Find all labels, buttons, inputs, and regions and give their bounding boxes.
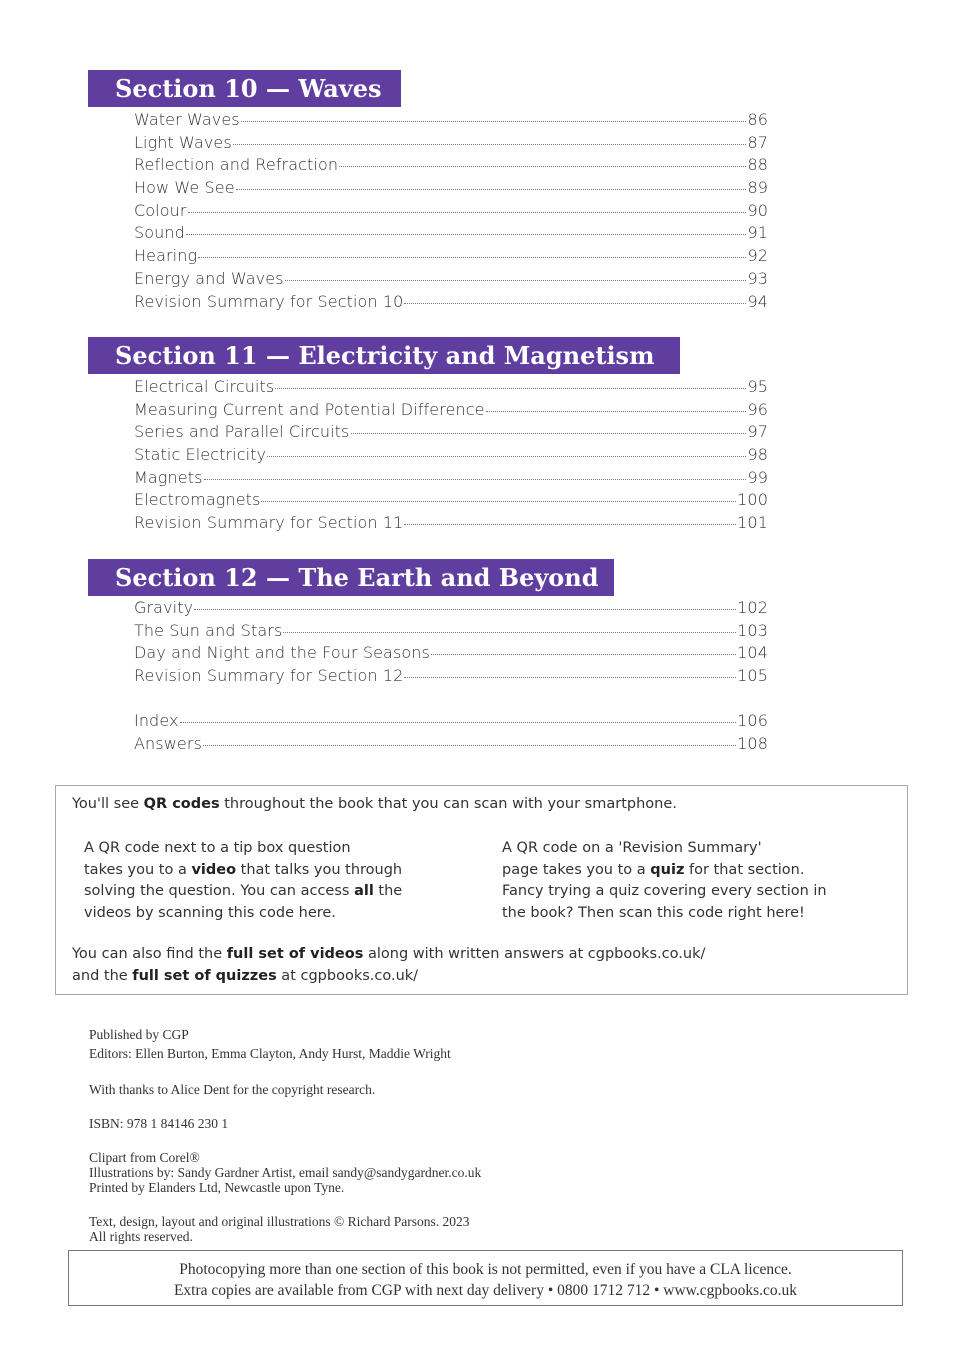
notice-line-1: Photocopying more than one section of this book is not permitted, even if you have a CLA licence.	[179, 1261, 792, 1278]
dot-leader	[194, 609, 736, 610]
rights-line: All rights reserved.	[89, 1229, 193, 1244]
dot-leader	[486, 411, 747, 412]
text-run: along with written answers at cgpbooks.co.uk/	[363, 946, 706, 962]
dot-leader	[188, 212, 747, 213]
section-title: Section 12 — The Earth and Beyond	[115, 563, 599, 592]
text-run: the	[373, 883, 403, 899]
toc-entry-title: Hearing	[134, 246, 198, 266]
dot-leader	[236, 189, 747, 190]
emphasis: all	[354, 883, 374, 899]
dot-leader	[339, 166, 746, 167]
emphasis: full set of videos	[226, 946, 364, 962]
text-line	[72, 966, 705, 988]
toc-entry-title: Day and Night and the Four Seasons	[134, 643, 430, 663]
section-header-11	[88, 337, 680, 374]
printer-line: Printed by Elanders Ltd, Newcastle upon Tyne.	[89, 1180, 345, 1195]
photocopy-notice-box	[68, 1250, 903, 1306]
text-line: A QR code on a 'Revision Summary'	[502, 840, 762, 856]
toc-entry[interactable]	[134, 155, 768, 178]
section-title: Section 11 — Electricity and Magnetism	[115, 341, 655, 370]
toc-entry-page: 100	[737, 490, 768, 510]
toc-entry-answers[interactable]	[134, 734, 768, 757]
section-header-10	[88, 70, 401, 107]
toc-entry[interactable]	[134, 400, 768, 423]
toc-entry[interactable]	[134, 643, 768, 666]
section-header-12	[88, 559, 614, 596]
toc-entry-page: 87	[747, 132, 768, 152]
toc-entry-title: The Sun and Stars	[134, 620, 283, 640]
toc-list-section-11	[134, 377, 768, 536]
text-run: at cgpbooks.co.uk/	[276, 967, 419, 984]
text-run: and the	[72, 967, 133, 984]
toc-entry-page: 96	[747, 399, 768, 419]
dot-leader	[241, 121, 747, 122]
emphasis: video	[191, 861, 237, 878]
text-run: You can also find the	[72, 946, 227, 962]
text-line	[502, 860, 832, 882]
toc-entry-index[interactable]	[134, 711, 768, 734]
dot-leader	[404, 524, 736, 525]
thanks-line: With thanks to Alice Dent for the copyright research.	[89, 1082, 376, 1097]
toc-entry-title: Static Electricity	[134, 445, 267, 465]
toc-entry-page: 108	[737, 733, 768, 753]
isbn-line: ISBN: 978 1 84146 230 1	[89, 1116, 229, 1131]
text-run: for that section.	[684, 861, 805, 878]
toc-entry-title: Water Waves	[134, 110, 240, 129]
toc-entry-page: 91	[747, 223, 768, 243]
toc-entry-page: 94	[747, 291, 768, 311]
toc-entry[interactable]	[134, 269, 768, 292]
toc-entry-title: Energy and Waves	[134, 268, 284, 288]
toc-entry-page: 88	[747, 155, 768, 175]
toc-entry-title: Revision Summary for Section 12	[134, 666, 404, 686]
qr-footer-text	[72, 944, 705, 987]
emphasis: full set of quizzes	[132, 967, 277, 984]
dot-leader	[204, 479, 747, 480]
toc-entry-title: How We See	[134, 178, 235, 198]
qr-code-info-box	[55, 785, 908, 995]
qr-quiz-description	[502, 838, 832, 924]
dot-leader	[404, 677, 736, 678]
text-run: You'll see	[72, 796, 144, 812]
toc-list-section-12	[134, 598, 768, 689]
toc-entry-page: 95	[747, 377, 768, 396]
dot-leader	[261, 501, 736, 502]
notice-line-2: Extra copies are available from CGP with next day delivery • 0800 1712 712 • www.cgpbooks.co.uk	[173, 1282, 798, 1299]
toc-entry[interactable]	[134, 513, 768, 536]
toc-entry-title: Sound	[134, 223, 185, 243]
toc-entry[interactable]	[134, 422, 768, 445]
text-run: solving the question. You can access	[84, 883, 355, 899]
dot-leader	[404, 303, 746, 304]
toc-entry[interactable]	[134, 201, 768, 224]
dot-leader	[203, 745, 736, 746]
dot-leader	[285, 280, 747, 281]
toc-entry-page: 98	[747, 445, 768, 465]
dot-leader	[351, 433, 747, 434]
text-run: throughout the book that you can scan with your smartphone.	[219, 796, 677, 812]
toc-entry-page: 99	[747, 467, 768, 487]
toc-entry[interactable]	[134, 666, 768, 689]
toc-entry-title: Gravity	[134, 598, 194, 617]
publisher-line: Published by CGP	[89, 1027, 189, 1042]
text-line	[84, 881, 414, 903]
toc-entry-title: Answers	[134, 733, 202, 753]
toc-entry[interactable]	[134, 178, 768, 201]
text-run: that talks you through	[236, 861, 403, 878]
qr-intro-text	[72, 796, 677, 812]
toc-entry-title: Index	[134, 711, 179, 730]
toc-entry[interactable]	[134, 246, 768, 269]
toc-entry[interactable]	[134, 445, 768, 468]
toc-entry[interactable]	[134, 223, 768, 246]
text-line	[84, 860, 414, 882]
toc-entry-title: Colour	[134, 200, 187, 220]
toc-list-back-matter	[134, 711, 768, 756]
toc-entry[interactable]	[134, 621, 768, 644]
toc-entry-title: Electromagnets	[134, 490, 261, 510]
toc-entry[interactable]	[134, 490, 768, 513]
toc-entry-page: 89	[747, 178, 768, 198]
toc-entry[interactable]	[134, 377, 768, 400]
clipart-line: Clipart from Corel®	[89, 1150, 200, 1165]
toc-entry-title: Revision Summary for Section 10	[134, 291, 404, 311]
toc-entry-page: 103	[737, 620, 768, 640]
publication-credits	[89, 1025, 481, 1244]
dot-leader	[186, 234, 747, 235]
qr-video-description	[84, 838, 414, 924]
dot-leader	[233, 144, 747, 145]
toc-entry-title: Electrical Circuits	[134, 377, 275, 396]
editors-line: Editors: Ellen Burton, Emma Clayton, Andy Hurst, Maddie Wright	[89, 1046, 451, 1061]
illustrations-line: Illustrations by: Sandy Gardner Artist, email sandy@sandygardner.co.uk	[89, 1165, 482, 1180]
toc-entry-page: 92	[747, 246, 768, 266]
text-run: takes you to a	[84, 861, 192, 878]
emphasis: quiz	[650, 861, 685, 878]
toc-entry-page: 93	[747, 268, 768, 288]
dot-leader	[275, 388, 746, 389]
toc-entry-title: Magnets	[134, 467, 203, 487]
toc-entry-page: 106	[737, 711, 768, 730]
toc-entry[interactable]	[134, 468, 768, 491]
text-line: videos by scanning this code here.	[84, 904, 336, 921]
toc-entry-title: Reflection and Refraction	[134, 155, 339, 175]
text-line: A QR code next to a tip box question	[84, 840, 351, 856]
text-line	[72, 944, 705, 966]
dot-leader	[180, 722, 737, 723]
toc-entry[interactable]	[134, 133, 768, 156]
section-title: Section 10 — Waves	[115, 74, 382, 103]
toc-entry-title: Measuring Current and Potential Difference	[134, 399, 485, 419]
copyright-line: Text, design, layout and original illustrations © Richard Parsons. 2023	[89, 1214, 470, 1229]
toc-entry-title: Revision Summary for Section 11	[134, 513, 404, 533]
toc-entry-title: Light Waves	[134, 132, 232, 152]
dot-leader	[267, 456, 746, 457]
toc-entry[interactable]	[134, 292, 768, 315]
dot-leader	[198, 257, 746, 258]
dot-leader	[431, 654, 736, 655]
dot-leader	[283, 632, 736, 633]
text-run: page takes you to a	[502, 861, 651, 878]
toc-entry[interactable]	[134, 598, 768, 621]
emphasis: QR codes	[143, 796, 220, 812]
toc-entry-page: 86	[747, 110, 768, 129]
toc-list-section-10	[134, 110, 768, 314]
toc-entry-page: 102	[737, 598, 768, 617]
text-line: the book? Then scan this code right here!	[502, 904, 805, 921]
toc-entry-page: 90	[747, 200, 768, 220]
toc-entry-page: 97	[747, 422, 768, 442]
toc-entry-page: 101	[737, 513, 768, 533]
toc-entry-page: 105	[737, 666, 768, 686]
text-line: Fancy trying a quiz covering every section in	[502, 883, 827, 899]
toc-entry-title: Series and Parallel Circuits	[134, 422, 350, 442]
toc-entry[interactable]	[134, 110, 768, 133]
toc-entry-page: 104	[737, 643, 768, 663]
